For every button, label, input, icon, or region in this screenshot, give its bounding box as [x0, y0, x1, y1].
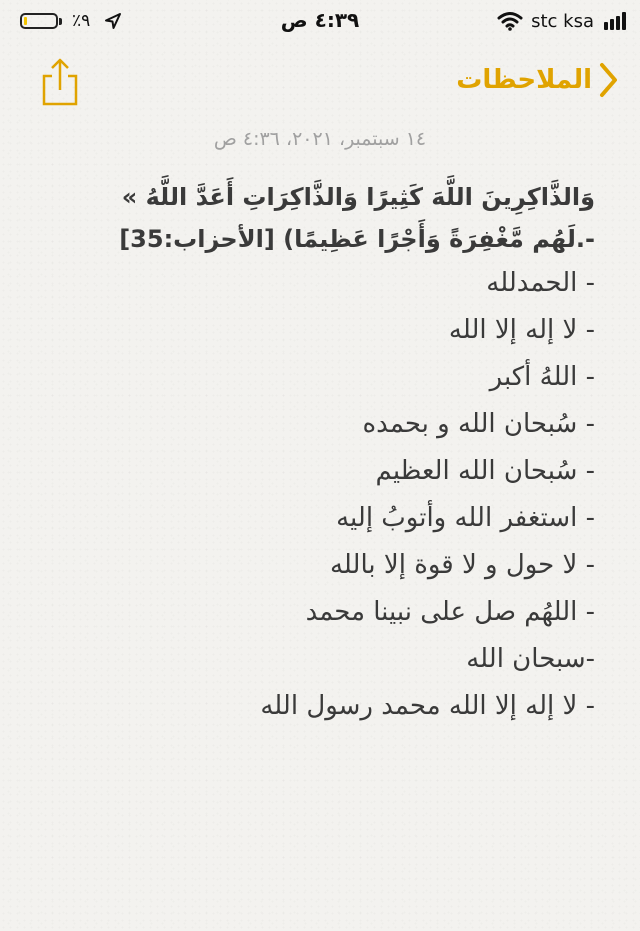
note-date: ١٤ سبتمبر، ٢٠٢١، ٤:٣٦ ص	[213, 128, 427, 150]
chevron-right-icon	[598, 62, 618, 98]
back-button[interactable]	[456, 60, 618, 100]
list-item: - لا إله إلا الله	[448, 315, 595, 345]
dhikr-list	[35, 260, 595, 730]
list-item: - استغفر الله وأتوبُ إليه	[336, 503, 595, 533]
back-label: الملاحظات	[456, 65, 592, 95]
list-item: - الحمدلله	[486, 268, 595, 298]
status-bar	[0, 0, 640, 42]
verse-line-2: -.لَهُم مَّغْفِرَةً وَأَجْرًا عَظِيمًا) [الأحزاب:35]	[119, 225, 595, 253]
status-time: ٤:٣٩ ص	[280, 8, 360, 32]
carrier-name: stc ksa	[531, 10, 594, 32]
list-item: - اللهُم صل على نبينا محمد	[305, 597, 595, 627]
navigation-bar	[0, 50, 640, 114]
list-item: - اللهُ أكبر	[489, 362, 595, 392]
share-button[interactable]	[38, 56, 82, 108]
list-item: - سُبحان الله و بحمده	[362, 409, 595, 439]
share-icon	[38, 56, 82, 108]
wifi-icon	[497, 11, 523, 31]
list-item: - لا إله إلا الله محمد رسول الله	[260, 691, 595, 721]
list-item: - لا حول و لا قوة إلا بالله	[329, 550, 595, 580]
battery-percent: ٪٩	[72, 11, 91, 31]
list-item: - سُبحان الله العظيم	[375, 456, 595, 486]
signal-bars-icon	[602, 12, 626, 30]
note-body[interactable]	[35, 176, 595, 730]
verse-line-1: وَالذَّاكِرِينَ اللَّهَ كَثِيرًا وَالذَّاكِرَاتِ أَعَدَّ اللَّهُ »	[121, 183, 595, 211]
list-item: -سبحان الله	[466, 644, 595, 674]
status-right	[497, 10, 626, 32]
